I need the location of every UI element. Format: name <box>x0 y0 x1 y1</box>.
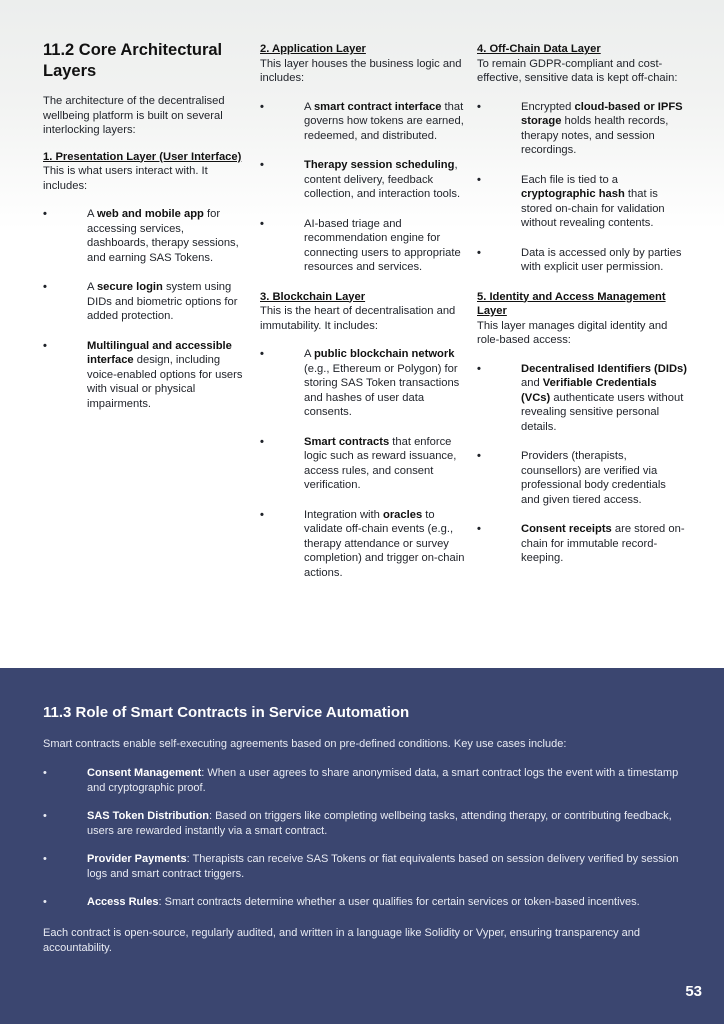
bullet-icon: • <box>43 281 47 293</box>
list-item: • Each file is tied to a cryptographic hash that is stored on-chain for validation without revealing contents. <box>477 173 665 229</box>
bullet-icon: • <box>477 450 481 462</box>
list-item: • Multilingual and accessible interface design, including voice-enabled options for users with visual or physical impairments. <box>43 339 243 410</box>
section-outro-11-3: Each contract is open-source, regularly audited, and written in a language like Solidity or Vyper, ensuring transparency and accountability. <box>43 927 640 954</box>
use-case-list <box>43 766 683 924</box>
bullet-icon: • <box>43 208 47 220</box>
presentation-layer-list <box>43 207 248 411</box>
list-item: • Encrypted cloud-based or IPFS storage holds health records, therapy notes, and session recordings. <box>477 100 683 156</box>
presentation-layer-desc: This is what users interact with. It includes: <box>43 165 208 192</box>
bullet-icon: • <box>260 100 264 113</box>
list-item: • Integration with oracles to validate off-chain events (e.g., therapy attendance or survey completion) and trigger on-chain actions. <box>260 508 465 579</box>
list-item: • A public blockchain network (e.g., Ethereum or Polygon) for storing SAS Token transactions and hashes of user data consents. <box>260 348 460 418</box>
list-item: • Provider Payments: Therapists can receive SAS Tokens or fiat equivalents based on session delivery verified by session logs and smart contract triggers. <box>43 853 679 880</box>
section-title-11-2: 11.2 Core Architectural Layers <box>43 41 223 80</box>
column-2 <box>260 42 465 595</box>
identity-layer-desc: This layer manages digital identity and role-based access: <box>477 319 668 346</box>
list-item: • SAS Token Distribution: Based on triggers like completing wellbeing tasks, attending therapy, or contributing feedback, users are rewarded instantly via a smart contract. <box>43 810 672 837</box>
section-intro-11-3: Smart contracts enable self-executing agreements based on pre-defined conditions. Key use cases include: <box>43 738 567 750</box>
page-number: 53 <box>685 983 702 1000</box>
column-3 <box>477 42 687 581</box>
offchain-layer-desc: To remain GDPR-compliant and cost-effective, sensitive data is kept off-chain: <box>477 57 678 84</box>
bullet-icon: • <box>43 896 47 908</box>
list-item: • Consent Management: When a user agrees to share anonymised data, a smart contract logs the event with a timestamp and cryptographic proof. <box>43 767 679 794</box>
presentation-layer-title: 1. Presentation Layer (User Interface) <box>43 150 242 163</box>
offchain-layer-title: 4. Off-Chain Data Layer <box>477 43 601 55</box>
bullet-icon: • <box>260 435 264 448</box>
list-item: • Access Rules: Smart contracts determine whether a user qualifies for certain services or token-based incentives. <box>43 896 640 908</box>
list-item: • Decentralised Identifiers (DIDs) and Verifiable Credentials (VCs) authenticate users without revealing sensitive personal details. <box>477 362 687 433</box>
list-item: • Providers (therapists, counsellors) are verified via professional body credentials and given tiered access. <box>477 450 666 506</box>
bullet-icon: • <box>43 767 47 779</box>
offchain-layer-list <box>477 100 687 275</box>
bullet-icon: • <box>260 348 264 360</box>
application-layer-desc: This layer houses the business logic and includes: <box>260 57 462 84</box>
column-1 <box>43 40 248 426</box>
blockchain-layer-list <box>260 347 465 580</box>
bullet-icon: • <box>477 173 481 186</box>
section-title-11-3: 11.3 Role of Smart Contracts in Service Automation <box>43 704 410 721</box>
identity-layer-list <box>477 362 687 566</box>
list-item: • A web and mobile app for accessing services, dashboards, therapy sessions, and earning SAS Tokens. <box>43 208 239 264</box>
section-intro: The architecture of the decentralised wellbeing platform is built on several interlocking layers: <box>43 95 225 136</box>
bullet-icon: • <box>260 217 264 230</box>
smart-contracts-section <box>0 668 724 1024</box>
list-item: • Smart contracts that enforce logic such as reward issuance, access rules, and consent verification. <box>260 435 457 491</box>
blockchain-layer-desc: This is the heart of decentralisation and immutability. It includes: <box>260 305 456 332</box>
list-item: • AI-based triage and recommendation engine for connecting users to appropriate resources and services. <box>260 217 461 273</box>
bullet-icon: • <box>43 339 47 352</box>
bullet-icon: • <box>260 508 264 521</box>
bullet-icon: • <box>477 362 481 375</box>
list-item: • A smart contract interface that governs how tokens are earned, redeemed, and distributed. <box>260 100 464 142</box>
bullet-icon: • <box>477 523 481 535</box>
bullet-icon: • <box>43 853 47 865</box>
application-layer-title: 2. Application Layer <box>260 43 366 55</box>
bullet-icon: • <box>43 810 47 822</box>
bullet-icon: • <box>477 100 481 113</box>
list-item: • Consent receipts are stored on-chain for immutable record-keeping. <box>477 523 685 564</box>
list-item: • Data is accessed only by parties with explicit user permission. <box>477 246 682 273</box>
application-layer-list <box>260 100 465 275</box>
bullet-icon: • <box>260 159 264 171</box>
bullet-icon: • <box>477 246 481 259</box>
identity-layer-title: 5. Identity and Access Management Layer <box>477 290 666 317</box>
blockchain-layer-title: 3. Blockchain Layer <box>260 290 366 303</box>
list-item: • Therapy session scheduling, content delivery, feedback collection, and interaction tools. <box>260 159 461 200</box>
list-item: • A secure login system using DIDs and biometric options for added protection. <box>43 281 238 322</box>
